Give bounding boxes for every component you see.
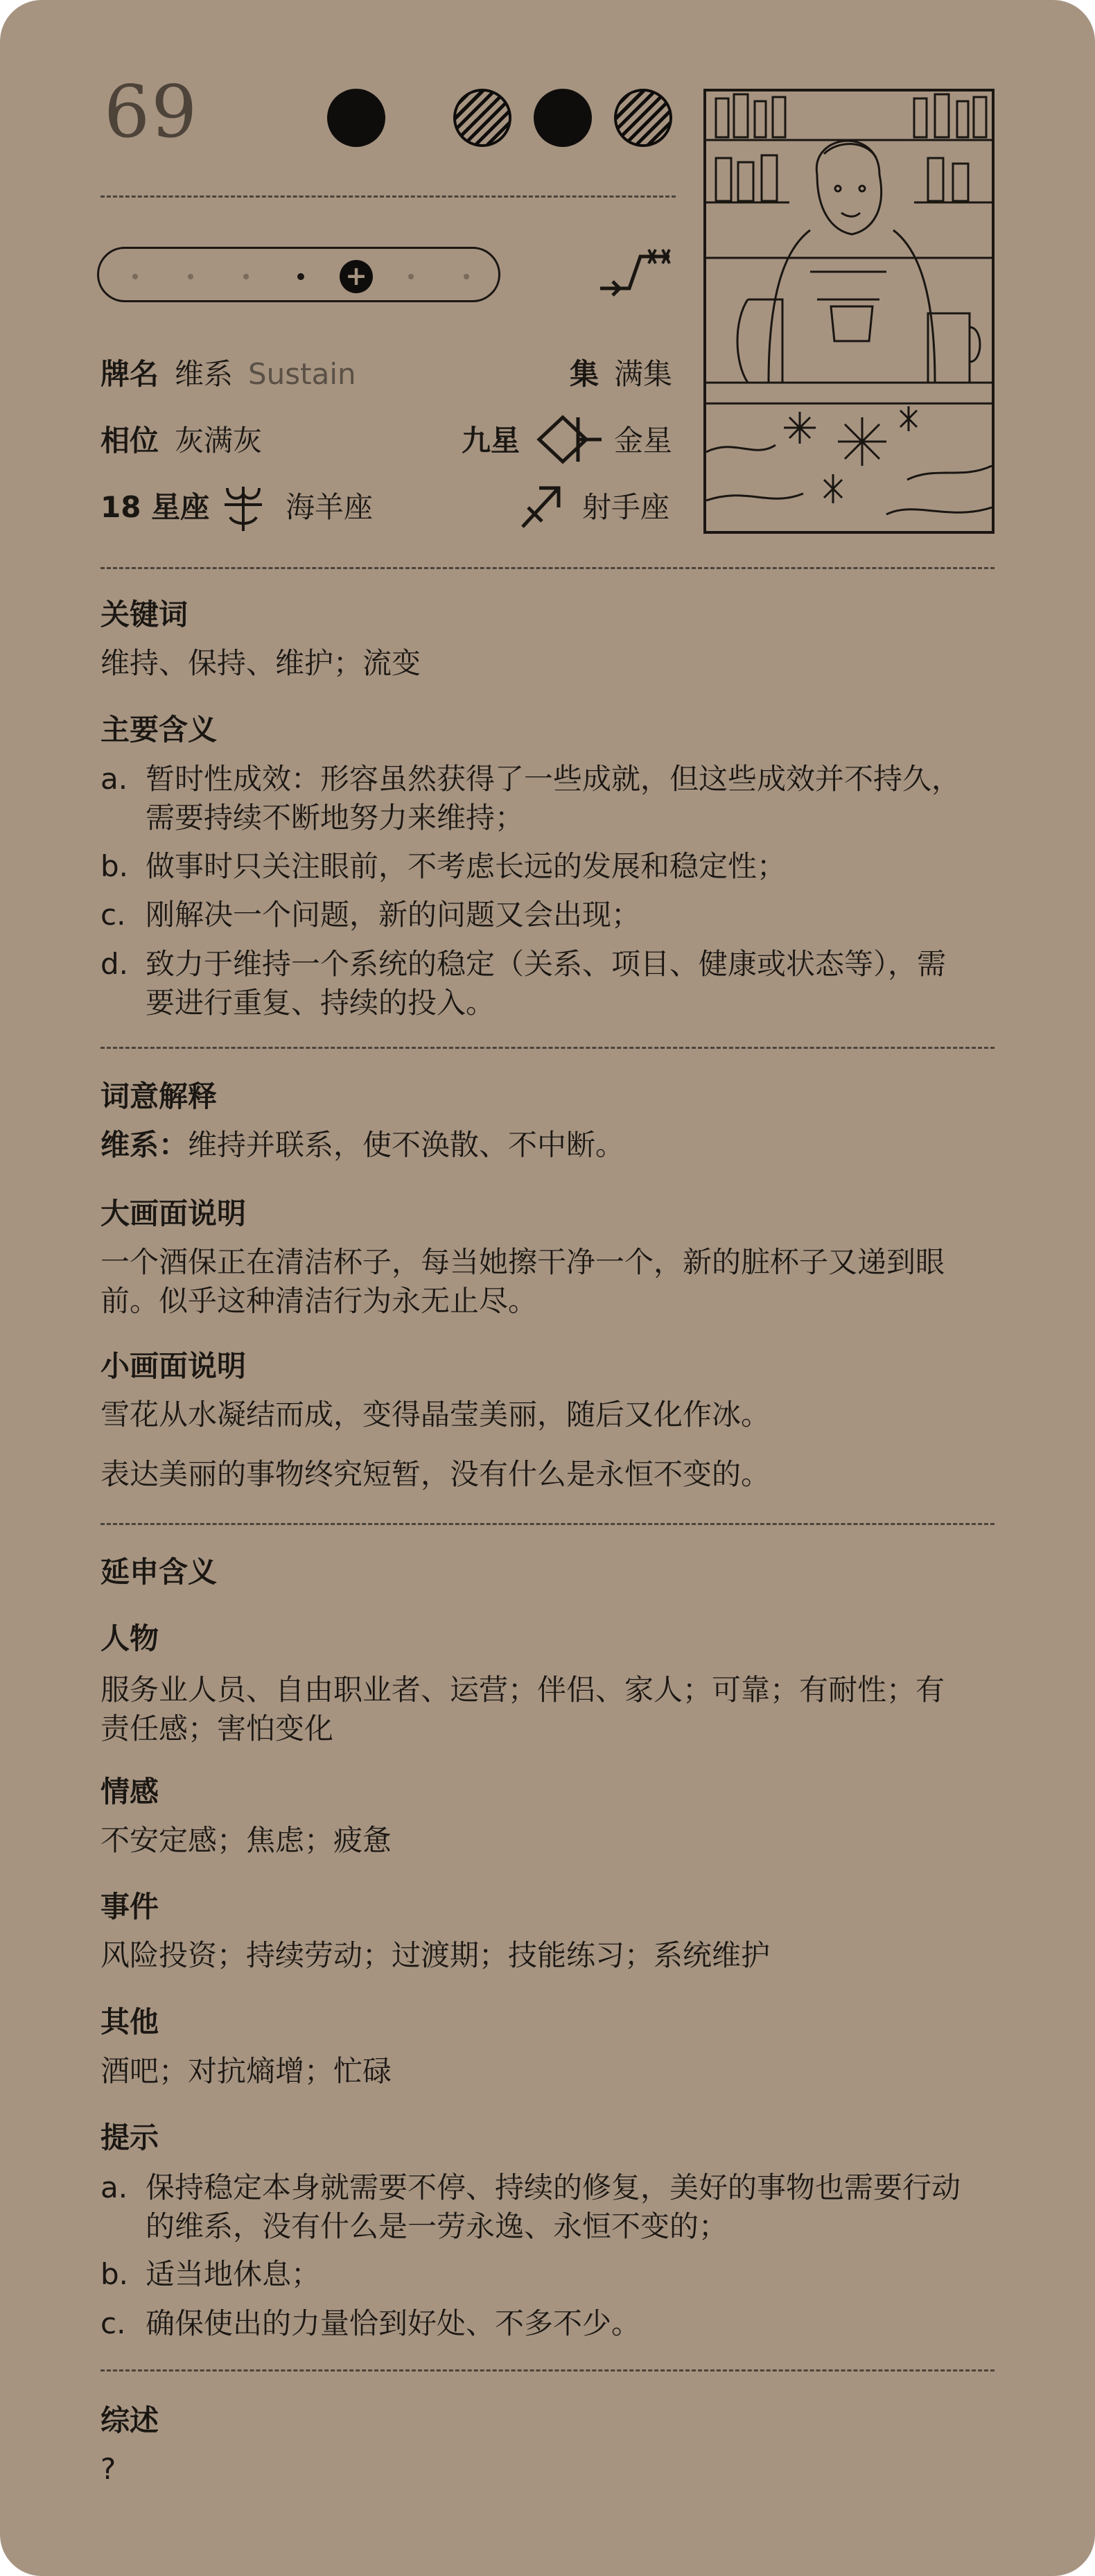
- list-marker: c.: [100, 2306, 126, 2340]
- set-value: 满集: [614, 357, 673, 391]
- big-picture-line: 一个酒保正在清洁杯子，每当她擦干净一个，新的脏杯子又递到眼: [100, 1245, 945, 1279]
- event-text: 风险投资；持续劳动；过渡期；技能练习；系统维护: [100, 1938, 771, 1972]
- zodiac-label: 18 星座: [100, 490, 210, 524]
- set-label: 集: [570, 357, 599, 391]
- list-text: 适当地休息；: [146, 2257, 321, 2291]
- event-title: 事件: [100, 1890, 159, 1924]
- people-text: 责任感；害怕变化: [100, 1712, 334, 1746]
- bartender-illustration: [706, 92, 992, 531]
- list-item: [100, 760, 1001, 837]
- tips-title: 提示: [100, 2121, 159, 2155]
- list-item: [100, 945, 1001, 1022]
- list-marker: c.: [100, 898, 126, 932]
- list-item: [100, 2168, 1001, 2246]
- people-text: 服务业人员、自由职业者、运营；伴侣、家人；可靠；有耐性；有: [100, 1673, 945, 1707]
- zodiac-value: 海羊座: [286, 490, 374, 524]
- list-text: 保持稳定本身就需要不停、持续的修复，美好的事物也需要行动: [146, 2170, 961, 2204]
- people-title: 人物: [100, 1621, 159, 1655]
- main-meaning-title: 主要含义: [100, 713, 218, 747]
- list-text: 做事时只关注眼前，不考虑长远的发展和稳定性；: [146, 849, 787, 883]
- card-number: 69: [104, 69, 199, 154]
- summary-text: ?: [100, 2452, 116, 2486]
- phase-arrow-icon: [597, 248, 674, 297]
- metal-star-icon: [536, 413, 604, 466]
- emotion-text: 不安定感；焦虑；疲惫: [100, 1823, 392, 1857]
- phase-value: 灰满灰: [175, 424, 263, 458]
- list-text: 致力于维持一个系统的稳定（关系、项目、健康或状态等），需: [146, 947, 947, 981]
- small-picture-text: 表达美丽的事物终究短暂，没有什么是永恒不变的。: [100, 1457, 771, 1491]
- slider-handle[interactable]: +: [340, 260, 373, 293]
- divider: [100, 1523, 995, 1525]
- word-definition: 维持并联系，使不涣散、不中断。: [188, 1128, 625, 1162]
- list-text: 暂时性成效：形容虽然获得了一些成就，但这些成效并不持久，: [146, 762, 961, 796]
- extended-title: 延申含义: [100, 1555, 218, 1589]
- divider: [100, 567, 995, 569]
- keywords-text: 维持、保持、维护；流变: [100, 646, 421, 680]
- list-item: [100, 2255, 1001, 2294]
- other-text: 酒吧；对抗熵增；忙碌: [100, 2054, 392, 2088]
- nine-star-label: 九星: [462, 424, 520, 458]
- keywords-title: 关键词: [100, 598, 189, 632]
- other-title: 其他: [100, 2005, 159, 2039]
- big-picture-title: 大画面说明: [100, 1196, 247, 1230]
- slider-tick: [132, 274, 138, 279]
- sagittarius-icon: [518, 482, 564, 531]
- zodiac2-value: 射手座: [582, 490, 670, 524]
- phase-dot-solid: [534, 89, 592, 147]
- sea-goat-icon: [220, 480, 266, 534]
- slider-tick: [464, 274, 469, 279]
- list-marker: a.: [100, 2170, 128, 2204]
- list-marker: a.: [100, 762, 128, 796]
- nine-star-value: 金星: [614, 424, 673, 458]
- word-term: 维系：: [100, 1128, 189, 1162]
- list-marker: d.: [100, 947, 129, 981]
- list-text: 需要持续不断地努力来维持；: [146, 801, 525, 835]
- list-item: [100, 2304, 1001, 2343]
- small-picture-title: 小画面说明: [100, 1349, 247, 1383]
- emotion-title: 情感: [100, 1775, 159, 1809]
- divider: [100, 2369, 995, 2372]
- phase-dot-solid: [327, 89, 385, 147]
- small-picture-text: 雪花从水凝结而成，变得晶莹美丽，随后又化作冰。: [100, 1398, 771, 1431]
- card-name-en: Sustain: [248, 357, 356, 391]
- list-item: [100, 847, 1001, 886]
- list-text: 的维系，没有什么是一劳永逸、永恒不变的；: [146, 2209, 728, 2243]
- word-meaning-text: [100, 1126, 1001, 1165]
- list-text: 要进行重复、持续的投入。: [146, 986, 496, 1020]
- phase-dot-hatched: [614, 89, 672, 147]
- divider: [100, 195, 676, 198]
- divider: [100, 1047, 995, 1049]
- phase-dot-hatched: [453, 89, 511, 147]
- list-marker: b.: [100, 849, 129, 883]
- name-label: 牌名: [100, 357, 159, 391]
- list-text: 刚解决一个问题，新的问题又会出现；: [146, 898, 641, 932]
- slider-tick: [188, 274, 193, 279]
- slider-tick: [297, 273, 304, 280]
- word-meaning-title: 词意解释: [100, 1079, 218, 1113]
- phase-label: 相位: [100, 424, 159, 458]
- slider-tick: [243, 274, 249, 279]
- list-marker: b.: [100, 2257, 129, 2291]
- big-picture-line: 前。似乎这种清洁行为永无止尽。: [100, 1284, 538, 1318]
- summary-title: 综述: [100, 2403, 159, 2437]
- card-name-cn: 维系: [175, 357, 234, 391]
- slider-tick: [408, 274, 414, 279]
- list-item: [100, 896, 1001, 934]
- phase-slider[interactable]: [97, 247, 500, 302]
- card-illustration: [703, 89, 995, 534]
- list-text: 确保使出的力量恰到好处、不多不少。: [146, 2306, 641, 2340]
